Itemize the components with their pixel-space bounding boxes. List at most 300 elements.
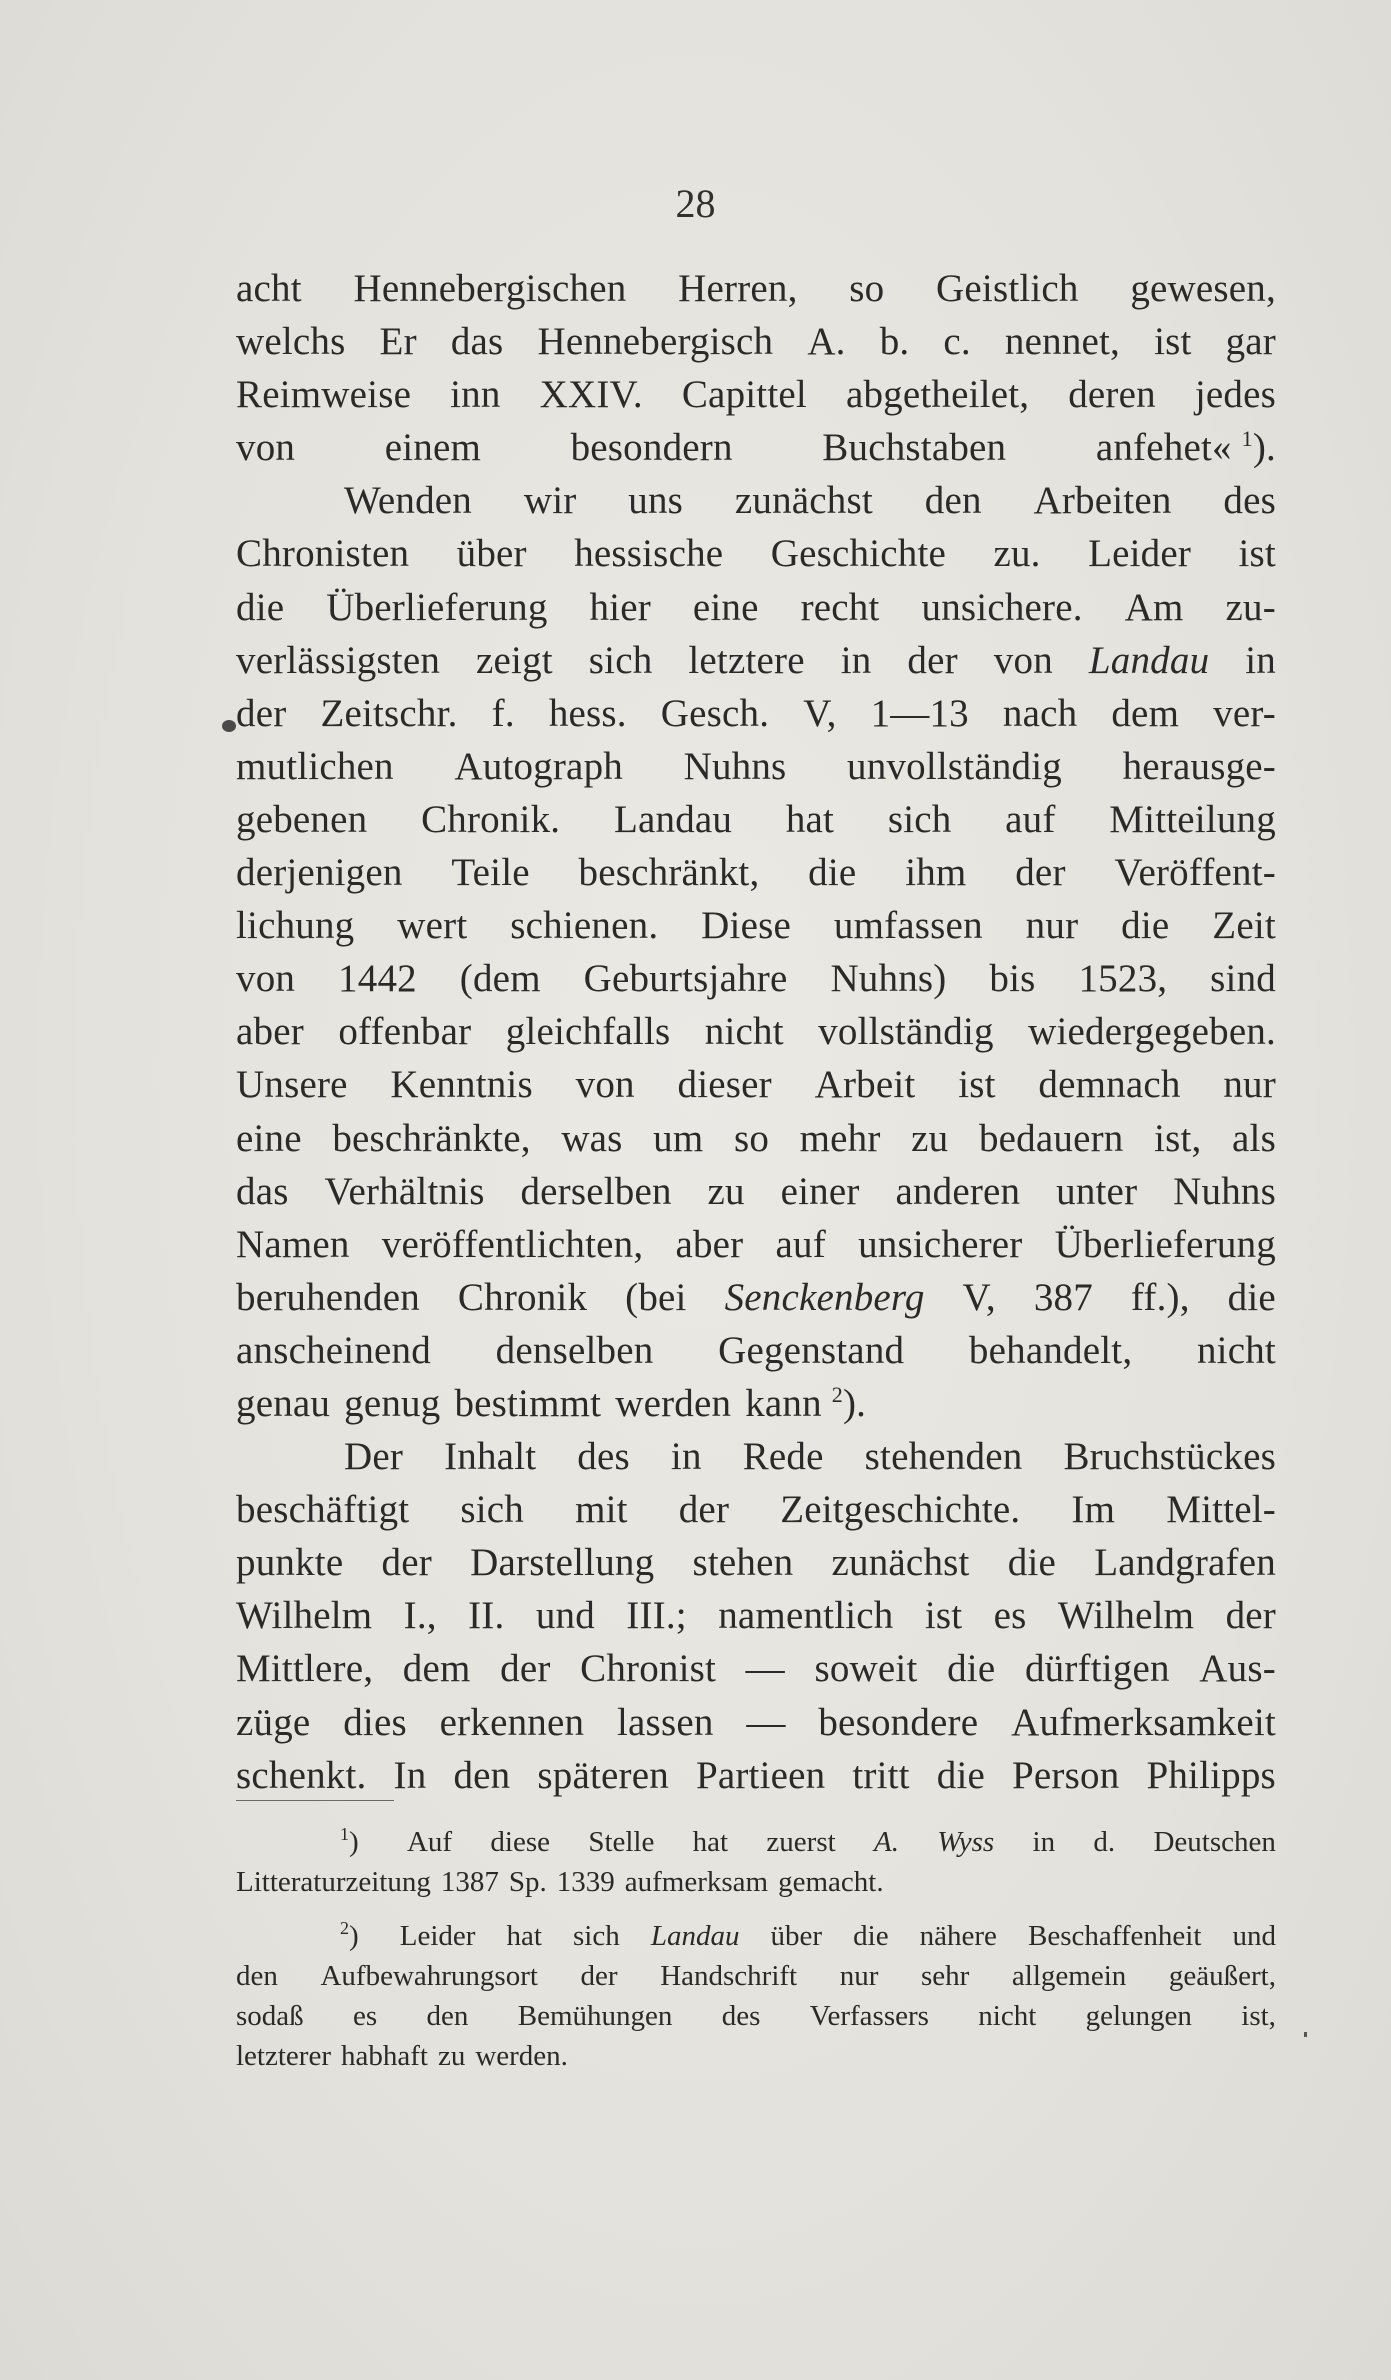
word: der: [236, 691, 287, 735]
word: die: [1121, 904, 1170, 948]
word: Person: [1012, 1753, 1120, 1797]
word: Chronik.: [421, 797, 561, 841]
word: —: [745, 1647, 785, 1691]
word: Gesch.: [660, 691, 770, 735]
word: Herren,: [678, 267, 798, 310]
word: den: [453, 1753, 511, 1797]
word: das: [450, 320, 504, 364]
word: Nuhns): [830, 957, 947, 1001]
word: nur: [1223, 1063, 1276, 1107]
text-line: [236, 952, 1276, 1005]
word: Autograph: [454, 744, 623, 788]
word: beschäftigt: [236, 1488, 410, 1532]
word: behandelt,: [968, 1328, 1133, 1372]
word: Nuhns: [683, 744, 787, 788]
word: nur: [839, 1960, 879, 1992]
word: züge: [236, 1700, 311, 1744]
word: vollständig: [818, 1010, 994, 1054]
text-line: [236, 1112, 1276, 1165]
word: Litteraturzeitung: [236, 1866, 431, 1898]
word: in: [1245, 638, 1276, 682]
word: nennet,: [1004, 320, 1121, 364]
word: sehr: [920, 1960, 970, 1992]
word: Zeitgeschichte.: [780, 1488, 1021, 1532]
word: ist,: [1241, 2000, 1276, 2032]
word: in: [1032, 1826, 1056, 1858]
word: V,: [962, 1275, 996, 1319]
word: Landau: [613, 797, 733, 841]
ink-speck: [222, 720, 236, 732]
word: Reimweise: [236, 373, 412, 417]
word: uns: [628, 479, 684, 523]
word: zu: [911, 1116, 949, 1160]
word: zu: [707, 1169, 745, 1213]
word: tritt: [852, 1753, 910, 1797]
word: namentlich: [718, 1594, 894, 1638]
word: Leider: [399, 1920, 476, 1952]
text-line: [236, 315, 1276, 368]
word: recht: [800, 585, 880, 629]
word: Geistlich: [936, 267, 1079, 310]
word: erkennen: [439, 1700, 585, 1744]
word: Geschichte: [770, 532, 947, 576]
word: Chronisten: [236, 532, 410, 576]
word: über: [456, 532, 527, 576]
word: des: [1223, 479, 1276, 523]
word: Arbeiten: [1033, 479, 1172, 523]
word: wir: [523, 479, 577, 523]
word: beruhenden: [236, 1275, 420, 1319]
word: Mitteilung: [1109, 797, 1276, 841]
word: punkte: [236, 1541, 344, 1585]
word: Bruchstückes: [1063, 1435, 1276, 1479]
word: Wilhelm: [236, 1594, 373, 1638]
word: c.: [943, 320, 971, 364]
word: Handschrift: [660, 1960, 798, 1992]
word: Hennebergisch: [537, 320, 774, 364]
word: acht: [236, 267, 302, 310]
word: beschränkte,: [332, 1116, 531, 1160]
word: herausge-: [1122, 744, 1276, 788]
word: einem: [384, 426, 481, 470]
word: geäußert,: [1168, 1960, 1276, 1992]
word: über: [770, 1920, 823, 1952]
word: wert: [397, 904, 468, 948]
footnote-reference: 2: [831, 1381, 843, 1407]
word: ff.),: [1130, 1275, 1190, 1319]
word: hat: [506, 1920, 542, 1952]
text-line: [236, 1165, 1276, 1218]
word: f.: [491, 691, 515, 735]
word: XXIV.: [539, 373, 643, 417]
word: Darstellung: [470, 1541, 655, 1585]
text-line: [236, 262, 1276, 315]
word: schenkt.: [236, 1753, 367, 1797]
word: Deutschen: [1153, 1826, 1276, 1858]
text-line: [236, 421, 1276, 474]
word: 1523,: [1078, 957, 1168, 1001]
word: zu: [437, 2040, 466, 2072]
word: Am: [1124, 585, 1184, 629]
word: was: [561, 1116, 623, 1160]
word: Überlieferung: [1054, 1222, 1276, 1266]
word: letztere: [688, 638, 805, 682]
word: um: [653, 1116, 704, 1160]
word: Senckenberg: [724, 1275, 925, 1319]
word: unsichere.: [921, 585, 1083, 629]
word: aber: [675, 1222, 744, 1266]
text-line: [236, 1430, 1276, 1483]
text-line: [236, 687, 1276, 740]
word: der: [1225, 1594, 1276, 1638]
footnote-reference-close: ).: [1252, 426, 1276, 470]
word: offenbar: [338, 1010, 472, 1054]
text-line: [236, 527, 1276, 580]
word: beschränkt,: [578, 851, 760, 895]
word: Wyss: [937, 1826, 995, 1858]
word: habhaft: [340, 2040, 428, 2072]
footnote-marker: 1: [340, 1824, 349, 1844]
word: stehenden: [864, 1435, 1023, 1479]
word: Landgrafen: [1094, 1541, 1276, 1585]
word: derselben: [520, 1169, 672, 1213]
word: 1339: [556, 1866, 615, 1898]
word: des: [577, 1435, 630, 1479]
word: derjenigen: [236, 851, 403, 895]
word: nur: [1025, 904, 1079, 948]
word: abgetheilet,: [845, 373, 1030, 417]
word: demnach: [1038, 1063, 1181, 1107]
word: umfassen: [833, 904, 983, 948]
word: werden: [615, 1381, 732, 1425]
word: In: [393, 1753, 427, 1797]
word: der: [907, 638, 958, 682]
word: es: [353, 2000, 378, 2032]
word: besondern: [570, 426, 733, 470]
word: Aus-: [1199, 1647, 1276, 1691]
word: schienen.: [510, 904, 659, 948]
word: kann $^2$).: [745, 1381, 867, 1425]
word: sind: [1210, 957, 1276, 1001]
word: sich: [588, 638, 653, 682]
word: sodaß: [236, 2000, 304, 2032]
paren: ): [349, 1920, 359, 1952]
word: lassen: [617, 1700, 714, 1744]
word: Im: [1071, 1488, 1116, 1532]
word: Kenntnis: [390, 1063, 533, 1107]
footnote-line: [236, 1956, 1276, 1996]
word: Sp.: [508, 1866, 547, 1898]
word: Zeit: [1212, 904, 1276, 948]
word: Diese: [701, 904, 791, 948]
word: anscheinend: [236, 1328, 431, 1372]
word: den: [924, 479, 982, 523]
word: eine: [692, 585, 759, 629]
word: verlässigsten: [236, 638, 441, 682]
word: Partieen: [695, 1753, 826, 1797]
word: dieser: [677, 1063, 772, 1107]
word: Der: [344, 1435, 404, 1479]
word: Namen: [236, 1222, 350, 1266]
text-line: [236, 1058, 1276, 1111]
word: bestimmt: [454, 1381, 602, 1425]
text-line: [236, 1005, 1276, 1058]
text-line: [236, 634, 1276, 687]
footnotes: [236, 1822, 1276, 2076]
page-number: 28: [675, 181, 716, 226]
word: Chronist: [580, 1647, 717, 1691]
word: anfehet« $^1$).: [1095, 426, 1276, 470]
word: welchs: [236, 320, 346, 364]
word: von: [236, 426, 296, 470]
word: (bei: [625, 1275, 687, 1319]
word: zunächst: [734, 479, 873, 523]
word: gemacht.: [778, 1866, 884, 1898]
word: die: [808, 851, 857, 895]
footnote-line: [236, 1996, 1276, 2036]
text-line: [236, 846, 1276, 899]
word: späteren: [537, 1753, 669, 1797]
word: anderen: [895, 1169, 1021, 1213]
body-text: [236, 262, 1276, 1802]
word: Rede: [742, 1435, 824, 1479]
word: gelungen: [1085, 2000, 1192, 2032]
word: aufmerksam: [624, 1866, 769, 1898]
word: eine: [236, 1116, 302, 1160]
word: besondere: [818, 1700, 979, 1744]
word: dem: [402, 1647, 471, 1691]
word: ist: [1238, 532, 1276, 576]
footnote-marker-wrap: [340, 1822, 359, 1862]
word: I.,: [403, 1594, 437, 1638]
word: der: [381, 1541, 432, 1585]
word: den: [426, 2000, 469, 2032]
word: bedauern: [978, 1116, 1124, 1160]
text-line: [236, 793, 1276, 846]
word: mit: [575, 1488, 628, 1532]
word: zunächst: [831, 1541, 970, 1585]
word: nach: [1002, 691, 1078, 735]
word: nicht: [978, 2000, 1037, 2032]
word: Arbeit: [814, 1063, 916, 1107]
footnote-marker-wrap: [340, 1916, 359, 1956]
word: denselben: [495, 1328, 654, 1372]
word: in: [840, 638, 872, 682]
word: sich: [887, 797, 952, 841]
word: Philipps: [1146, 1753, 1276, 1797]
word: gebenen: [236, 797, 368, 841]
word: lichung: [236, 904, 355, 948]
word: zu-: [1225, 585, 1276, 629]
word: ist,: [1154, 1116, 1202, 1160]
word: das: [236, 1169, 289, 1213]
text-line: [236, 1589, 1276, 1642]
word: ist: [1154, 320, 1192, 364]
footnote-line: [236, 1862, 1276, 1902]
word: auf: [1005, 797, 1056, 841]
word: der: [1015, 851, 1066, 895]
footnote-marker: 2: [340, 1918, 349, 1938]
word: nicht: [704, 1010, 784, 1054]
word: bis: [989, 957, 1036, 1001]
word: Auf: [406, 1826, 453, 1858]
word: III.;: [626, 1594, 687, 1638]
word: Inhalt: [444, 1435, 537, 1479]
word: aber: [236, 1010, 304, 1054]
word: Veröffent-: [1114, 851, 1276, 895]
word: die: [853, 1920, 889, 1952]
word: Leider: [1088, 532, 1192, 576]
word: Verfassers: [809, 2000, 929, 2032]
word: dies: [343, 1700, 407, 1744]
word: und: [1232, 1920, 1276, 1952]
word: Aufmerksamkeit: [1011, 1700, 1276, 1744]
word: Bemühungen: [517, 2000, 673, 2032]
word: Unsere: [236, 1063, 348, 1107]
text-line: [236, 740, 1276, 793]
text-line: [236, 368, 1276, 421]
word: die: [1007, 1541, 1056, 1585]
word: von: [575, 1063, 635, 1107]
word: und: [535, 1594, 595, 1638]
word: Wenden: [344, 479, 473, 523]
word: die: [1227, 1275, 1276, 1319]
word: Überlieferung: [326, 585, 548, 629]
word: jedes: [1194, 373, 1276, 417]
footnote-line: [236, 1822, 1276, 1862]
word: so: [733, 1116, 770, 1160]
word: 1387: [440, 1866, 499, 1898]
word: Aufbewahrungsort: [320, 1960, 538, 1992]
word: letzterer: [236, 2040, 331, 2072]
word: genau: [236, 1381, 331, 1425]
word: ist: [958, 1063, 996, 1107]
word: Hennebergischen: [353, 267, 627, 310]
word: hat: [692, 1826, 729, 1858]
word: deren: [1068, 373, 1156, 417]
word: Stelle: [588, 1826, 655, 1858]
text-line: [236, 1483, 1276, 1536]
word: die: [236, 585, 285, 629]
word: unsicherer: [858, 1222, 1023, 1266]
word: allgemein: [1011, 1960, 1127, 1992]
word: Zeitschr.: [320, 691, 458, 735]
paren: ): [349, 1826, 359, 1858]
word: die: [936, 1753, 985, 1797]
word: wiedergegeben.: [1028, 1010, 1276, 1054]
text-line: [236, 899, 1276, 952]
text-line: [236, 1696, 1276, 1749]
word: Er: [379, 320, 417, 364]
word: Nuhns: [1173, 1169, 1276, 1213]
word: 1—13: [870, 691, 969, 735]
word: auf: [775, 1222, 826, 1266]
word: Teile: [451, 851, 530, 895]
text-line: [236, 474, 1276, 527]
ink-speck: [1304, 2032, 1307, 2037]
text-line: [236, 1218, 1276, 1271]
word: ver-: [1213, 691, 1276, 735]
word: Chronik: [457, 1275, 588, 1319]
text-line: [236, 1377, 1276, 1430]
word: Wilhelm: [1057, 1594, 1195, 1638]
word: des: [721, 2000, 761, 2032]
word: veröffentlichten,: [381, 1222, 644, 1266]
word: (dem: [459, 957, 541, 1001]
word: diese: [490, 1826, 550, 1858]
text-line: [236, 1642, 1276, 1695]
word: es: [993, 1594, 1027, 1638]
word: mehr: [799, 1116, 881, 1160]
footnote-rule: [236, 1800, 394, 1801]
word: Mittel-: [1166, 1488, 1276, 1532]
word: V,: [803, 691, 837, 735]
word: sich: [573, 1920, 620, 1952]
word: —: [746, 1700, 786, 1744]
word: von: [236, 957, 296, 1001]
word: hess.: [548, 691, 627, 735]
word: Mittlere,: [236, 1647, 374, 1691]
word: Gegenstand: [718, 1328, 905, 1372]
word: zu.: [993, 532, 1041, 576]
word: der: [678, 1488, 730, 1532]
word: nicht: [1196, 1328, 1276, 1372]
footnote-reference-close: ).: [842, 1381, 867, 1425]
word: gar: [1225, 320, 1276, 364]
word: gleichfalls: [505, 1010, 671, 1054]
word: als: [1232, 1116, 1276, 1160]
word: werden.: [475, 2040, 568, 2072]
text-line: [236, 1749, 1276, 1802]
word: Geburtsjahre: [583, 957, 788, 1001]
word: dem: [1111, 691, 1180, 735]
footnote-line: [236, 1916, 1276, 1956]
footnote-reference: 1: [1241, 426, 1253, 452]
word: hier: [589, 585, 651, 629]
word: Capittel: [681, 373, 807, 417]
footnote-line: [236, 2036, 1276, 2076]
word: die: [947, 1647, 996, 1691]
word: zuerst: [766, 1826, 836, 1858]
word: der: [580, 1960, 618, 1992]
word: genug: [344, 1381, 441, 1425]
word: II.: [468, 1594, 505, 1638]
word: unter: [1056, 1169, 1138, 1213]
word: in: [670, 1435, 702, 1479]
word: ist: [924, 1594, 963, 1638]
word: Landau: [1088, 638, 1210, 682]
word: hat: [785, 797, 835, 841]
word: inn: [450, 373, 501, 417]
word: dürftigen: [1024, 1647, 1170, 1691]
word: A.: [873, 1826, 899, 1858]
word: hessische: [574, 532, 724, 576]
word: nähere: [919, 1920, 997, 1952]
word: A.: [807, 320, 846, 364]
word: soweit: [814, 1647, 918, 1691]
word: Landau: [650, 1920, 740, 1952]
word: 387: [1033, 1275, 1093, 1319]
word: stehen: [692, 1541, 794, 1585]
word: mutlichen: [236, 744, 394, 788]
word: einer: [780, 1169, 860, 1213]
word: d.: [1093, 1826, 1116, 1858]
text-line: [236, 1324, 1276, 1377]
word: so: [849, 267, 885, 310]
word: den: [236, 1960, 278, 1992]
word: 1442: [338, 957, 417, 1001]
text-line: [236, 1271, 1276, 1324]
